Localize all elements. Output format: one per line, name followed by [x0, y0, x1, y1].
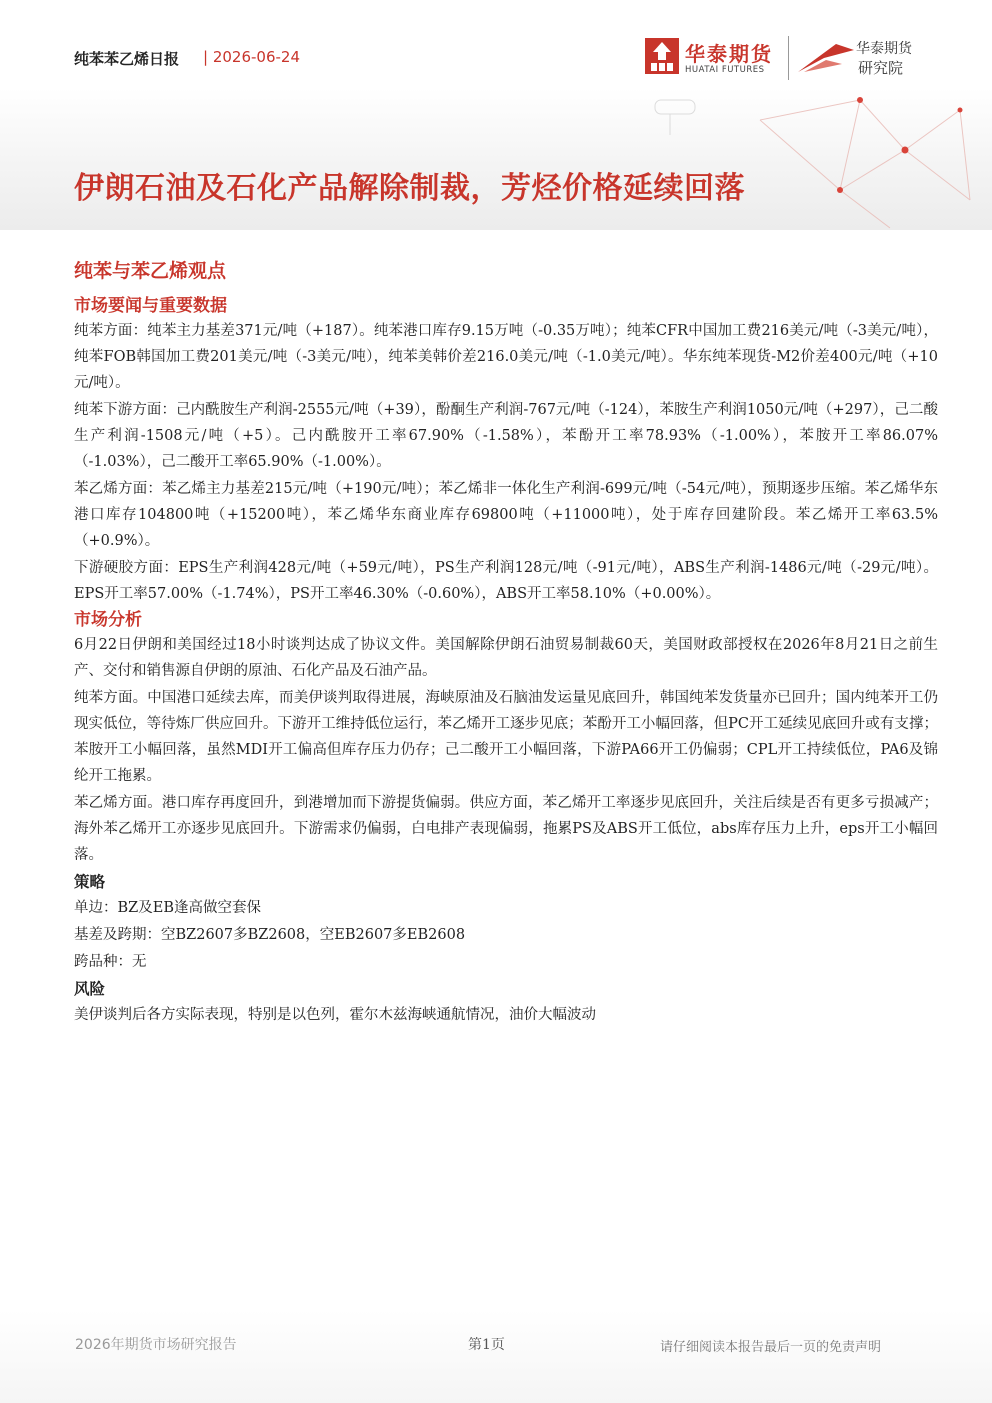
- report-title: 伊朗石油及石化产品解除制裁，芳烃价格延续回落: [74, 171, 745, 206]
- research-line1: 华泰期货: [856, 41, 912, 57]
- news-paragraph: 下游硬胶方面：EPS生产利润428元/吨（+59元/吨），PS生产利润128元/吨（-91元/吨），ABS生产利润-1486元/吨（-29元/吨）。EPS开工率57.00%（-1.74%），PS开工率46.30%（-0.60%），ABS开工率58.10%（+0.00%）。: [74, 560, 938, 602]
- analysis-paragraph: 6月22日伊朗和美国经过18小时谈判达成了协议文件。美国解除伊朗石油贸易制裁60天，美国财政部授权在2026年8月21日之前生产、交付和销售源自伊朗的原油、石化产品及石油产品。: [74, 637, 938, 679]
- strategy-item: 跨品种：无: [74, 954, 147, 970]
- research-line2: 研究院: [858, 59, 904, 77]
- page-number: 第1页: [468, 1337, 505, 1353]
- research-logo-icon: [796, 40, 856, 74]
- section-title: 纯苯与苯乙烯观点: [74, 260, 227, 282]
- huatai-logo-icon: [645, 38, 679, 74]
- strategy-heading: 策略: [74, 873, 106, 891]
- brand-en: HUATAI FUTURES: [685, 65, 765, 75]
- news-paragraph: 苯乙烯方面：苯乙烯主力基差215元/吨（+190元/吨）；苯乙烯非一体化生产利润-699元/吨（-54元/吨），预期逐步压缩。苯乙烯华东港口库存104800吨（+15200吨），苯乙烯华东商业库存69800吨（+11000吨），处于库存回建阶段。苯乙烯开工率63.5%（+0.9%）。: [74, 481, 938, 549]
- network-decoration: [560, 80, 992, 230]
- research-logo: [796, 36, 926, 82]
- analysis-paragraph: 苯乙烯方面。港口库存再度回升，到港增加而下游提货偏弱。供应方面，苯乙烯开工率逐步见底回升，关注后续是否有更多亏损减产；海外苯乙烯开工亦逐步见底回升。下游需求仍偏弱，白电排产表现偏弱，拖累PS及ABS开工低位，abs库存压力上升，eps开工小幅回落。: [74, 795, 938, 863]
- disclaimer-note: 请仔细阅读本报告最后一页的免责声明: [660, 1340, 882, 1355]
- report-body: [74, 258, 938, 1029]
- brand-name: 华泰期货: [685, 42, 773, 66]
- risk-text: 美伊谈判后各方实际表现，特别是以色列，霍尔木兹海峡通航情况，油价大幅波动: [74, 1007, 596, 1023]
- analysis-heading: 市场分析: [74, 610, 142, 630]
- logo-divider: [788, 36, 789, 80]
- risk-heading: 风险: [74, 980, 106, 998]
- analysis-paragraph: 纯苯方面。中国港口延续去库，而美伊谈判取得进展，海峡原油及石脑油发运量见底回升，韩国纯苯发货量亦已回升；国内纯苯开工仍现实低位，等待炼厂供应回升。下游开工维持低位运行，苯乙烯开工逐步见底；苯酚开工小幅回落，但PC开工延续见底回升或有支撑；苯胺开工小幅回落，虽然MDI开工偏高但库存压力仍存；己二酸开工小幅回落，下游PA66开工仍偏弱；CPL开工持续低位，PA6及锦纶开工拖累。: [74, 690, 938, 784]
- footer-report-name: 2026年期货市场研究报告: [75, 1337, 237, 1353]
- footer-band: [0, 1310, 992, 1403]
- doc-name: 纯苯苯乙烯日报: [74, 50, 180, 68]
- strategy-item: 单边：BZ及EB逢高做空套保: [74, 900, 261, 916]
- doc-date: | 2026-06-24: [203, 48, 300, 66]
- news-heading: 市场要闻与重要数据: [74, 296, 227, 316]
- strategy-item: 基差及跨期：空BZ2607多BZ2608，空EB2607多EB2608: [74, 927, 466, 943]
- news-paragraph: 纯苯下游方面：己内酰胺生产利润-2555元/吨（+39），酚酮生产利润-767元/吨（-124），苯胺生产利润1050元/吨（+297），己二酸生产利润-1508元/吨（+5）。己内酰胺开工率67.90%（-1.58%），苯酚开工率78.93%（-1.00%），苯胺开工率86.07%（-1.03%），己二酸开工率65.90%（-1.00%）。: [74, 402, 938, 470]
- news-paragraph: 纯苯方面：纯苯主力基差371元/吨（+187）。纯苯港口库存9.15万吨（-0.35万吨）；纯苯CFR中国加工费216美元/吨（-3美元/吨），纯苯FOB韩国加工费201美元/吨（-3美元/吨），纯苯美韩价差216.0美元/吨（-1.0美元/吨）。华东纯苯现货-M2价差400元/吨（+10元/吨）。: [74, 323, 938, 391]
- huatai-logo: [645, 38, 780, 80]
